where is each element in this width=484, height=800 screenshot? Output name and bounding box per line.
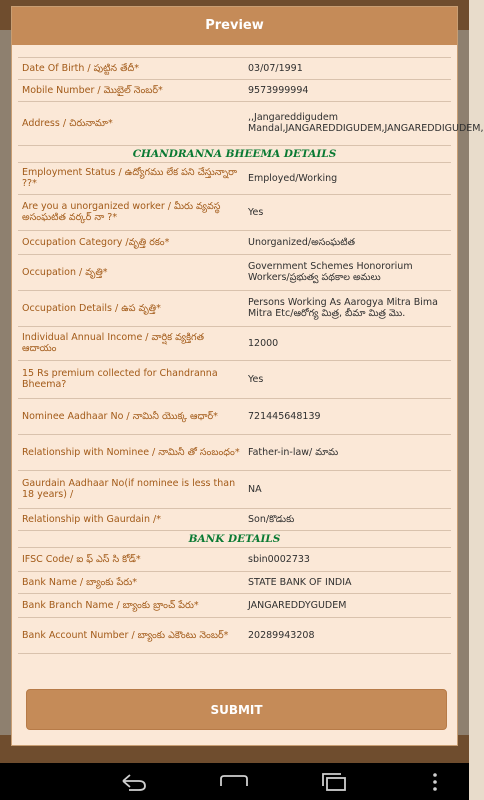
field-value: 12000 <box>244 326 451 360</box>
field-label: Mobile Number / మొబైల్ నెంబర్* <box>18 79 244 101</box>
field-value: JANGAREDDYGUDEM <box>244 593 451 617</box>
field-value: Father-in-law/ మామ <box>244 434 451 470</box>
field-value: Employed/Working <box>244 162 451 194</box>
home-icon <box>218 773 250 791</box>
field-value: STATE BANK OF INDIA <box>244 571 451 593</box>
section-title: BANK DETAILS <box>18 530 451 547</box>
section-title: CHANDRANNA BHEEMA DETAILS <box>18 145 451 162</box>
field-value: ,,Jangareddigudem Mandal,JANGAREDDIGUDEM,JANGAREDDIGUDEM, <box>244 101 451 145</box>
table-row <box>18 398 451 434</box>
field-value: NA <box>244 470 451 508</box>
field-label: Are you a unorganized worker / మీరు వ్యవస్థ అసంఘటిత వర్కర్ నా ?* <box>18 194 244 230</box>
home-button[interactable] <box>204 763 264 800</box>
table-row <box>18 508 451 530</box>
table-row <box>18 593 451 617</box>
field-value: 9573999994 <box>244 79 451 101</box>
field-label: Bank Branch Name / బ్యాంకు బ్రాంచ్ పేరు* <box>18 593 244 617</box>
field-value: Government Schemes Honororium Workers/ప్రభుత్వ పథకాల అమలు <box>244 254 451 290</box>
table-row <box>18 230 451 254</box>
recents-button[interactable] <box>304 763 364 800</box>
section-header-row <box>18 530 451 547</box>
field-label: Individual Annual Income / వార్షిక వ్యక్తిగత ఆదాయం <box>18 326 244 360</box>
field-value: 20289943208 <box>244 617 451 653</box>
field-value: Son/కొడుకు <box>244 508 451 530</box>
field-value: Yes <box>244 194 451 230</box>
overflow-menu-icon <box>432 772 438 792</box>
field-label: Occupation / వృత్తి* <box>18 254 244 290</box>
field-label: Bank Account Number / బ్యాంకు ఎకౌంటు నెంబర్* <box>18 617 244 653</box>
table-row <box>18 79 451 101</box>
table-row <box>18 194 451 230</box>
field-label: Occupation Details / ఉప వృత్తి* <box>18 290 244 326</box>
table-row <box>18 434 451 470</box>
table-row <box>18 290 451 326</box>
back-button[interactable] <box>104 763 164 800</box>
recents-icon <box>319 771 349 793</box>
field-value: 03/07/1991 <box>244 57 451 79</box>
field-value: sbin0002733 <box>244 547 451 571</box>
field-label: 15 Rs premium collected for Chandranna Bheema? <box>18 360 244 398</box>
table-row <box>18 101 451 145</box>
field-value: 721445648139 <box>244 398 451 434</box>
dialog-title: Preview <box>12 7 457 45</box>
field-label: Employment Status / ఉద్యోగము లేక పని చేస్తున్నారా ??* <box>18 162 244 194</box>
table-row-partial <box>18 45 451 57</box>
field-label: Address / చిరునామా* <box>18 101 244 145</box>
system-navigation-bar <box>0 763 469 800</box>
back-icon <box>119 772 149 792</box>
submit-button[interactable]: SUBMIT <box>26 689 447 730</box>
field-label: Nominee Aadhaar No / నామినీ యొక్క ఆధార్* <box>18 398 244 434</box>
field-value: Persons Working As Aarogya Mitra Bima Mitra Etc/ఆరోగ్య మిత్ర, బీమా మిత్ర మొ. <box>244 290 451 326</box>
preview-dialog <box>11 6 484 746</box>
field-label: Relationship with Gaurdain /* <box>18 508 244 530</box>
overflow-menu-button[interactable] <box>410 763 460 800</box>
table-row <box>18 162 451 194</box>
field-label: Gaurdain Aadhaar No(if nominee is less than 18 years) / <box>18 470 244 508</box>
row-value <box>244 45 451 57</box>
field-label: IFSC Code/ ఐ ఫ్ ఎస్ సి కోడ్* <box>18 547 244 571</box>
details-table <box>18 45 484 654</box>
field-label: Date Of Birth / పుట్టిన తేదీ* <box>18 57 244 79</box>
table-row <box>18 254 451 290</box>
section-header-row <box>18 145 451 162</box>
field-value: Yes <box>244 360 451 398</box>
table-row <box>18 57 451 79</box>
table-row <box>18 617 451 653</box>
table-row <box>18 547 451 571</box>
field-value: Unorganized/అసంఘటిత <box>244 230 451 254</box>
field-label: Occupation Category /వృత్తి రకం* <box>18 230 244 254</box>
details-scroll-area[interactable] <box>18 45 484 679</box>
field-label: Bank Name / బ్యాంకు పేరు* <box>18 571 244 593</box>
table-row <box>18 470 451 508</box>
field-label: Relationship with Nominee / నామినీ తో సంబంధం* <box>18 434 244 470</box>
table-row <box>18 360 451 398</box>
table-row <box>18 571 451 593</box>
row-label <box>18 45 244 57</box>
table-row <box>18 326 451 360</box>
